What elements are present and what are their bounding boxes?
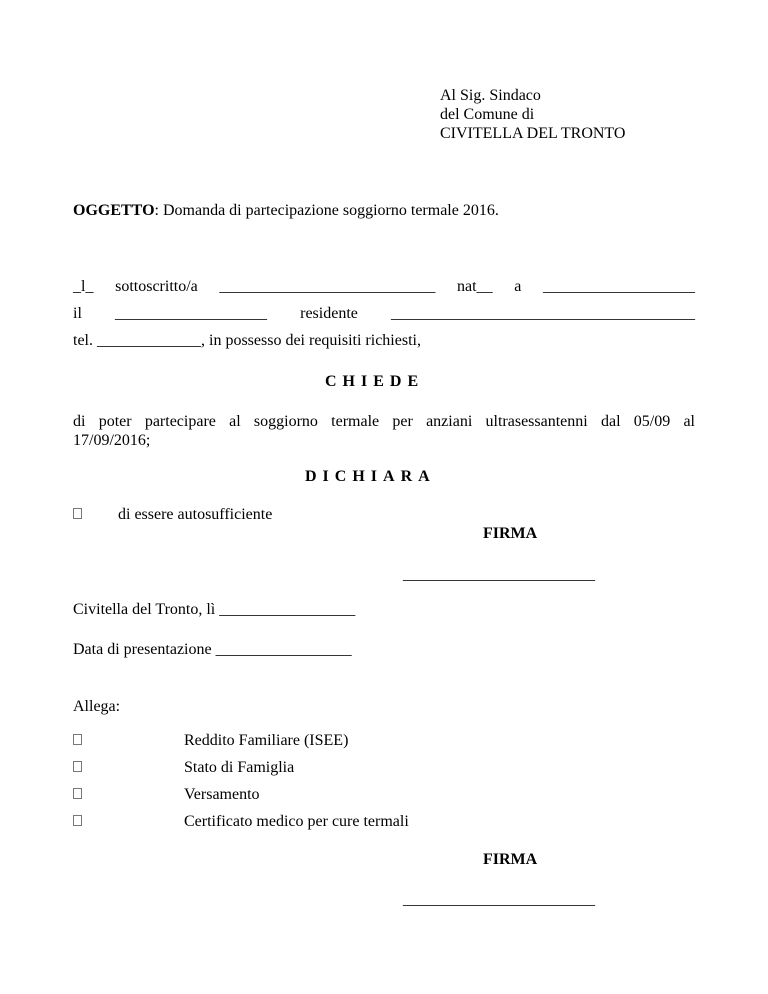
checkbox-medical-certificate[interactable] <box>73 815 82 826</box>
applicant-name-line: _l_ sottoscritto/a ___________________________ nat__ a ___________________ <box>73 278 695 295</box>
subject-label: OGGETTO <box>73 202 155 219</box>
recipient-line-2: del Comune di <box>440 106 535 123</box>
signature-label-2: FIRMA <box>483 851 538 868</box>
request-line-1: di poter partecipare al soggiorno termale per anziani ultrasessantenni dal 05/09 al <box>73 413 695 430</box>
subject-text: : Domanda di partecipazione soggiorno termale 2016. <box>154 202 499 219</box>
request-heading: CHIEDE <box>325 373 425 390</box>
declaration-item: di essere autosufficiente <box>118 506 273 523</box>
signature-label-1: FIRMA <box>483 525 538 542</box>
signature-line-2[interactable]: ________________________ <box>403 891 595 908</box>
checkbox-payment[interactable] <box>73 788 82 799</box>
subject-line <box>73 201 499 220</box>
applicant-residence-line: il ___________________ residente ______________________________________ <box>73 305 695 322</box>
submission-date-field[interactable]: Data di presentazione _________________ <box>73 641 352 658</box>
attachment-item-medical-certificate: Certificato medico per cure termali <box>184 813 409 830</box>
recipient-line-1: Al Sig. Sindaco <box>440 87 541 104</box>
checkbox-family-status[interactable] <box>73 761 82 772</box>
applicant-phone-line: tel. _____________, in possesso dei requisiti richiesti, <box>73 332 421 349</box>
declaration-heading: DICHIARA <box>305 468 436 485</box>
request-line-2: 17/09/2016; <box>73 432 151 449</box>
checkbox-isee[interactable] <box>73 734 82 745</box>
place-date-field[interactable]: Civitella del Tronto, lì _________________ <box>73 601 356 618</box>
signature-line-1[interactable]: ________________________ <box>403 566 595 583</box>
recipient-line-3: CIVITELLA DEL TRONTO <box>440 125 626 142</box>
attachment-item-payment: Versamento <box>184 786 260 803</box>
attachment-item-family-status: Stato di Famiglia <box>184 759 295 776</box>
attachment-item-isee: Reddito Familiare (ISEE) <box>184 732 349 749</box>
attachments-label: Allega: <box>73 698 121 715</box>
checkbox-self-sufficient[interactable] <box>73 508 82 519</box>
